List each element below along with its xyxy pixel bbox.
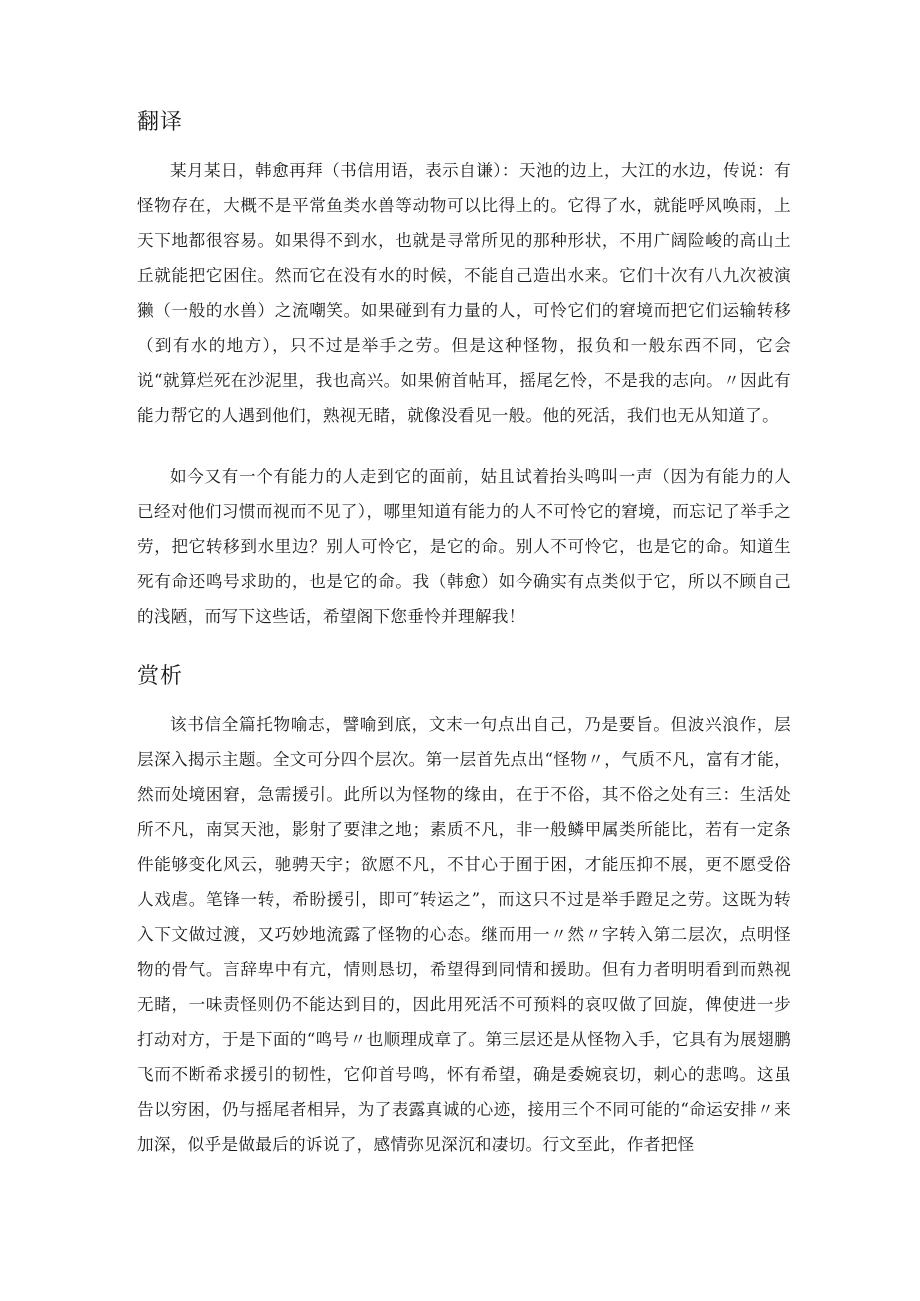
translation-paragraph-2: 如今又有一个有能力的人走到它的面前，姑且试着抬头鸣叫一声（因为有能力的人已经对他们习惯而视而不见了），哪里知道有能力的人不可怜它的窘境，而忘记了举手之劳，把它转移到水里边？别人可怜它，是它的命。别人不可怜它，也是它的命。知道生死有命还鸣号求助的，也是它的命。我（韩愈）如今确实有点类似于它，所以不顾自己的浅陋，而写下这些话，希望阁下您垂怜并理解我！: [137, 467, 791, 626]
appreciation-heading: 赏析: [137, 664, 184, 689]
translation-heading: 翻译: [137, 110, 184, 135]
translation-paragraph-1: 某月某日，韩愈再拜（书信用语，表示自谦）：天池的边上，大江的水边，传说：有怪物存在，大概不是平常鱼类水兽等动物可以比得上的。它得了水，就能呼风唤雨，上天下地都很容易。如果得不到水，也就是寻常所见的那种形状，不用广阔险峻的高山土丘就能把它困住。然而它在没有水的时候，不能自己造出水来。它们十次有八九次被演獭（一般的水兽）之流嘲笑。如果碰到有力量的人，可怜它们的窘境而把它们运输转移（到有水的地方），只不过是举手之劳。但是这种怪物，报负和一般东西不同，它会说“就算烂死在沙泥里，我也高兴。如果俯首帖耳，摇尾乞怜，不是我的志向。〃因此有能力帮它的人遇到他们，熟视无睹，就像没看见一般。他的死活，我们也无从知道了。: [137, 161, 791, 425]
appreciation-paragraph-1: 该书信全篇托物喻志，譬喻到底，文末一句点出自己，乃是要旨。但波兴浪作，层层深入揭示主题。全文可分四个层次。第一层首先点出“怪物〃，气质不凡，富有才能，然而处境困窘，急需援引。此所以为怪物的缘由，在于不俗，其不俗之处有三：生活处所不凡，南冥天池，影射了要津之地；素质不凡，非一般鳞甲属类所能比，若有一定条件能够变化风云，驰骋天宇；欲愿不凡，不甘心于囿于困，才能压抑不展，更不愿受俗人戏虐。笔锋一转，希盼援引，即可″转运之”，而这只不过是举手蹬足之劳。这既为转入下文做过渡，又巧妙地流露了怪物的心态。继而用一〃然〃字转入第二层次，点明怪物的骨气。言辞卑中有亢，情则恳切，希望得到同情和援助。但有力者明明看到而熟视无睹，一味责怪则仍不能达到目的，因此用死活不可预料的哀叹做了回旋，俾使进一步打动对方，于是下面的“鸣号〃也顺理成章了。第三层还是从怪物入手，它具有为展翅鹏飞而不断希求援引的韧性，它仰首号鸣，怀有希望，确是委婉哀切，刺心的悲鸣。这虽告以穷困，仍与摇尾者相异，为了表露真诚的心迹，接用三个不同可能的“命运安排〃来加深，似乎是做最后的诉说了，感情弥见深沉和凄切。行文至此，作者把怪: [137, 715, 791, 1154]
